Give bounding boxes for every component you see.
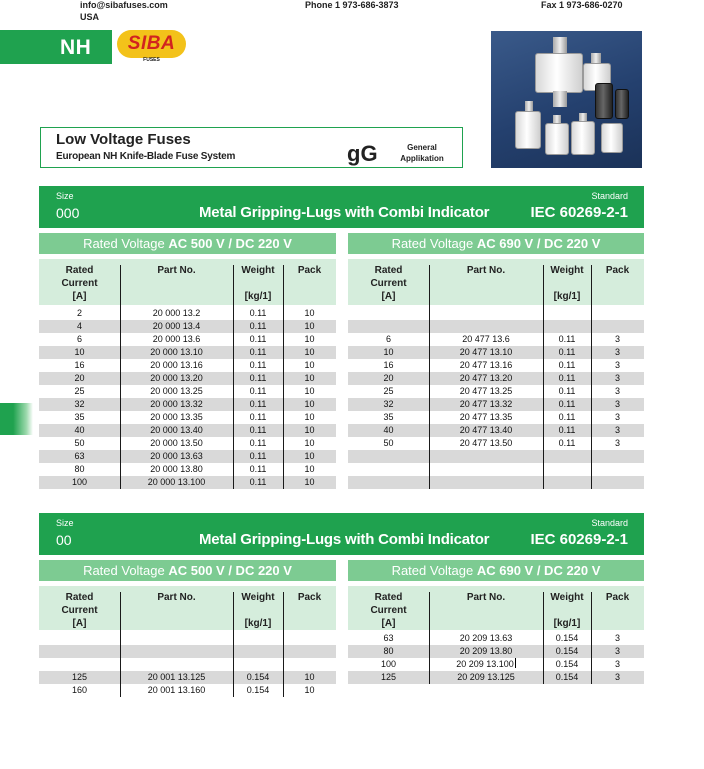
cell-current: 16: [74, 360, 85, 370]
cell-current: 50: [74, 438, 85, 448]
table-row: [348, 346, 644, 359]
column-divider: [283, 592, 284, 697]
section-header-band: [39, 186, 644, 228]
cell-weight: 0.11: [558, 399, 576, 409]
cell-current: 25: [383, 386, 394, 396]
cell-current: 63: [383, 633, 394, 643]
cell-part-no: 20 000 13.4: [152, 321, 201, 331]
cell-weight: 0.11: [558, 438, 576, 448]
table-row: [348, 450, 644, 463]
size-value: 00: [56, 532, 72, 548]
cell-current: 4: [76, 321, 82, 331]
cell-current: 2: [76, 308, 82, 318]
voltage-prefix: Rated Voltage: [83, 236, 169, 251]
cell-pack: 10: [304, 360, 315, 370]
contact-country: USA: [80, 12, 100, 22]
table-row: [39, 333, 336, 346]
standard-value: IEC 60269-2-1: [530, 531, 628, 548]
table-row: [39, 320, 336, 333]
col-weight-unit: [kg/1]: [244, 618, 272, 629]
table-row: [39, 437, 336, 450]
cell-current: 63: [74, 451, 85, 461]
column-divider: [120, 265, 121, 489]
column-divider: [429, 592, 430, 684]
table-row: [348, 658, 644, 671]
table-row: [348, 671, 644, 684]
cell-part-no: 20 000 13.32: [150, 399, 203, 409]
cell-pack: 3: [614, 425, 620, 435]
size-label: Size: [56, 518, 74, 528]
cell-weight: 0.154: [555, 672, 579, 682]
cell-weight: 0.11: [249, 438, 267, 448]
cell-weight: 0.11: [249, 373, 267, 383]
col-part: Part No.: [466, 592, 506, 603]
table-row: [39, 307, 336, 320]
table-row: [39, 671, 336, 684]
cell-part-no: 20 477 13.32: [459, 399, 513, 409]
cell-part-no: 20 000 13.25: [150, 386, 203, 396]
cell-current: 35: [74, 412, 85, 422]
col-current-1: Rated: [65, 592, 94, 603]
cell-current: 20: [74, 373, 85, 383]
table-row: [348, 359, 644, 372]
cell-pack: 10: [304, 672, 315, 682]
cell-weight: 0.11: [558, 373, 576, 383]
cell-weight: 0.11: [558, 412, 576, 422]
cell-weight: 0.11: [249, 464, 267, 474]
voltage-bar-left: [39, 560, 336, 581]
cell-current: 125: [71, 672, 88, 682]
fuse-class: gG: [347, 141, 378, 166]
cell-pack: 10: [304, 451, 315, 461]
cell-part-no: 20 477 13.35: [459, 412, 513, 422]
voltage-value: AC 690 V / DC 220 V: [476, 236, 601, 251]
cell-current: 35: [383, 412, 394, 422]
col-pack: Pack: [297, 592, 322, 603]
table-row: [348, 385, 644, 398]
col-weight: Weight: [550, 265, 584, 276]
table-row: [348, 320, 644, 333]
voltage-bar-right: [348, 233, 644, 254]
col-pack: Pack: [605, 592, 630, 603]
cell-pack: 3: [614, 386, 620, 396]
col-weight: Weight: [241, 265, 275, 276]
cell-current: 160: [71, 685, 88, 695]
cell-part-no: 20 477 13.40: [459, 425, 513, 435]
table-row: [39, 359, 336, 372]
table-row: [39, 424, 336, 437]
column-divider: [543, 592, 544, 684]
cell-pack: 3: [614, 360, 620, 370]
table-row: [39, 684, 336, 697]
col-current-2: Current: [61, 605, 98, 616]
cell-weight: 0.154: [555, 646, 579, 656]
cell-current: 10: [74, 347, 85, 357]
cell-weight: 0.11: [249, 477, 267, 487]
cell-pack: 3: [614, 646, 620, 656]
cell-part-no: 20 001 13.125: [147, 672, 206, 682]
cell-pack: 3: [614, 412, 620, 422]
col-part: Part No.: [157, 265, 196, 276]
cell-part-no: 20 477 13.50: [459, 438, 513, 448]
col-current-1: Rated: [65, 265, 94, 276]
cell-pack: 10: [304, 425, 315, 435]
cell-pack: 3: [614, 438, 620, 448]
cell-pack: 10: [304, 685, 315, 695]
cell-part-no: 20 000 13.20: [150, 373, 203, 383]
col-current-3: [A]: [72, 291, 87, 302]
cell-pack: 3: [614, 399, 620, 409]
standard-value: IEC 60269-2-1: [530, 204, 628, 221]
cell-part-no: 20 477 13.6: [462, 334, 510, 344]
product-subtitle: European NH Knife-Blade Fuse System: [56, 151, 236, 162]
cell-part-no: 20 000 13.6: [152, 334, 201, 344]
voltage-prefix: Rated Voltage: [83, 563, 169, 578]
cell-current: 100: [71, 477, 88, 487]
cell-pack: 10: [304, 308, 315, 318]
voltage-prefix: Rated Voltage: [391, 563, 477, 578]
cell-weight: 0.11: [558, 360, 576, 370]
cell-part-no: 20 000 13.50: [150, 438, 203, 448]
table-row: [39, 385, 336, 398]
section-header-band: [39, 513, 644, 555]
col-pack: Pack: [605, 265, 630, 276]
series-bar: [0, 30, 112, 64]
cell-part-no: 20 000 13.63: [150, 451, 203, 461]
col-current-2: Current: [370, 605, 407, 616]
cell-weight: 0.11: [249, 347, 267, 357]
cell-current: 80: [74, 464, 85, 474]
side-tab-marker: [0, 403, 33, 435]
table-row: [39, 398, 336, 411]
cell-part-no: 20 209 13.125: [457, 672, 515, 682]
table-row: [39, 476, 336, 489]
cell-current: 20: [383, 373, 394, 383]
cell-part-no: 20 209 13.63: [459, 633, 513, 643]
cell-weight: 0.11: [249, 308, 267, 318]
cell-weight: 0.154: [555, 633, 579, 643]
contact-phone: Phone 1 973-686-3873: [305, 0, 399, 10]
col-current-2: Current: [370, 278, 407, 289]
cell-pack: 10: [304, 438, 315, 448]
table-row: [348, 645, 644, 658]
col-pack: Pack: [297, 265, 322, 276]
column-divider: [120, 592, 121, 697]
size-value: 000: [56, 205, 80, 221]
table-row: [348, 307, 644, 320]
col-weight: Weight: [550, 592, 584, 603]
cell-part-no: 20 000 13.35: [150, 412, 203, 422]
column-divider: [283, 265, 284, 489]
col-weight-unit: [kg/1]: [553, 618, 581, 629]
col-current-3: [A]: [72, 618, 87, 629]
col-current-3: [A]: [381, 291, 396, 302]
size-label: Size: [56, 191, 74, 201]
cell-weight: 0.11: [558, 386, 576, 396]
table-row: [348, 476, 644, 489]
col-current-1: Rated: [374, 592, 403, 603]
col-weight: Weight: [241, 592, 275, 603]
cell-pack: 3: [614, 633, 620, 643]
voltage-bar-left: [39, 233, 336, 254]
table-row: [39, 372, 336, 385]
cell-weight: 0.154: [246, 685, 270, 695]
cell-pack: 10: [304, 386, 315, 396]
cell-weight: 0.11: [249, 399, 267, 409]
table-row: [39, 658, 336, 671]
cell-part-no: 20 000 13.80: [150, 464, 203, 474]
table-row: [348, 372, 644, 385]
voltage-value: AC 690 V / DC 220 V: [476, 563, 601, 578]
cell-part-no: 20 477 13.10: [459, 347, 513, 357]
table-row: [348, 632, 644, 645]
cell-weight: 0.11: [249, 451, 267, 461]
cell-part-no: 20 000 13.2: [152, 308, 201, 318]
table-row: [39, 632, 336, 645]
cell-weight: 0.11: [558, 425, 576, 435]
standard-label: Standard: [591, 191, 628, 201]
cell-weight: 0.11: [249, 321, 267, 331]
cell-current: 50: [383, 438, 394, 448]
text-cursor: [515, 658, 516, 668]
cell-weight: 0.154: [555, 659, 579, 669]
cell-current: 6: [76, 334, 82, 344]
cell-pack: 10: [304, 321, 315, 331]
product-photo: [491, 31, 642, 168]
cell-weight: 0.11: [558, 347, 576, 357]
table-row: [348, 411, 644, 424]
cell-part-no: 20 477 13.25: [459, 386, 513, 396]
cell-pack: 3: [614, 672, 620, 682]
cell-current: 32: [74, 399, 85, 409]
cell-current: 10: [383, 347, 394, 357]
cell-part-no: 20 000 13.40: [150, 425, 203, 435]
table-row: [348, 398, 644, 411]
cell-part-no: 20 209 13.100: [456, 659, 514, 669]
cell-current: 16: [383, 360, 394, 370]
table-row: [39, 463, 336, 476]
col-part: Part No.: [466, 265, 506, 276]
table-row: [348, 463, 644, 476]
cell-part-no: 20 477 13.20: [459, 373, 513, 383]
column-divider: [543, 265, 544, 489]
col-current-1: Rated: [374, 265, 403, 276]
cell-weight: 0.154: [246, 672, 270, 682]
table-row: [348, 424, 644, 437]
cell-part-no: 20 477 13.16: [459, 360, 513, 370]
series-label: NH: [60, 36, 92, 59]
product-title: Low Voltage Fuses: [56, 131, 191, 148]
cell-weight: 0.11: [249, 412, 267, 422]
table-row: [39, 346, 336, 359]
cell-pack: 3: [614, 373, 620, 383]
column-divider: [429, 265, 430, 489]
cell-part-no: 20 209 13.80: [459, 646, 513, 656]
column-divider: [591, 265, 592, 489]
voltage-value: AC 500 V / DC 220 V: [168, 563, 292, 578]
cell-current: 6: [385, 334, 391, 344]
cell-current: 80: [383, 646, 394, 656]
cell-weight: 0.11: [249, 360, 267, 370]
section-title: Metal Gripping-Lugs with Combi Indicator: [199, 204, 490, 221]
contact-email: info@sibafuses.com: [80, 0, 168, 10]
column-divider: [591, 592, 592, 684]
cell-pack: 10: [304, 347, 315, 357]
cell-pack: 10: [304, 412, 315, 422]
cell-current: 100: [380, 659, 397, 669]
cell-current: 40: [74, 425, 85, 435]
col-part: Part No.: [157, 592, 196, 603]
col-current-3: [A]: [381, 618, 396, 629]
cell-current: 125: [380, 672, 397, 682]
column-divider: [233, 265, 234, 489]
cell-pack: 10: [304, 477, 315, 487]
cell-part-no: 20 001 13.160: [147, 685, 206, 695]
table-row: [348, 333, 644, 346]
siba-logo-text: SIBA: [127, 33, 176, 54]
voltage-prefix: Rated Voltage: [391, 236, 477, 251]
cell-pack: 3: [614, 659, 620, 669]
cell-part-no: 20 000 13.16: [150, 360, 203, 370]
cell-pack: 10: [304, 373, 315, 383]
col-weight-unit: [kg/1]: [244, 291, 272, 302]
table-row: [348, 437, 644, 450]
table-row: [39, 411, 336, 424]
voltage-value: AC 500 V / DC 220 V: [168, 236, 292, 251]
cell-weight: 0.11: [249, 334, 267, 344]
cell-part-no: 20 000 13.10: [150, 347, 203, 357]
col-weight-unit: [kg/1]: [553, 291, 581, 302]
column-divider: [233, 592, 234, 697]
cell-pack: 10: [304, 334, 315, 344]
cell-pack: 3: [614, 334, 620, 344]
cell-weight: 0.11: [249, 386, 267, 396]
cell-part-no: 20 000 13.100: [147, 477, 206, 487]
siba-logo-subtext: FUSES: [143, 57, 160, 63]
cell-current: 25: [74, 386, 85, 396]
contact-fax: Fax 1 973-686-0270: [541, 0, 623, 10]
table-row: [39, 450, 336, 463]
cell-pack: 10: [304, 464, 315, 474]
standard-label: Standard: [591, 518, 628, 528]
table-row: [39, 645, 336, 658]
cell-pack: 3: [614, 347, 620, 357]
cell-current: 32: [383, 399, 394, 409]
voltage-bar-right: [348, 560, 644, 581]
cell-weight: 0.11: [249, 425, 267, 435]
fuse-class-note: General Applikation: [400, 143, 444, 163]
cell-current: 40: [383, 425, 394, 435]
section-title: Metal Gripping-Lugs with Combi Indicator: [199, 531, 490, 548]
col-current-2: Current: [61, 278, 98, 289]
cell-weight: 0.11: [558, 334, 576, 344]
cell-pack: 10: [304, 399, 315, 409]
